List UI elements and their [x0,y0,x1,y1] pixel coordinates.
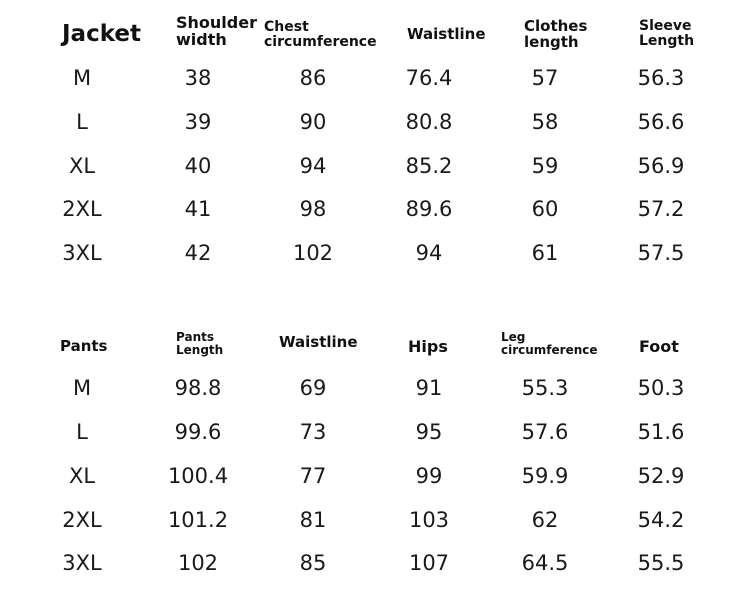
pants-header-length-line1: Pants [176,330,214,344]
jacket-header-shoulder-line1: Shoulder [176,13,257,32]
pants-cell-waist: 73 [299,420,327,444]
jacket-cell-waist: 76.4 [405,66,453,90]
pants-cell-foot: 54.2 [637,508,685,532]
pants-row-size: 3XL [62,551,102,575]
jacket-cell-waist: 94 [415,241,443,265]
jacket-cell-length: 59 [531,154,559,178]
pants-cell-length: 101.2 [167,508,229,532]
pants-header-leg-circumference [501,331,598,356]
pants-cell-hips: 91 [415,376,443,400]
jacket-header-sleeve-line1: Sleeve [639,18,692,34]
jacket-cell-waist: 89.6 [405,197,453,221]
pants-header-leg-line1: Leg [501,330,526,344]
jacket-cell-length: 60 [531,197,559,221]
jacket-title: Jacket [62,21,141,47]
jacket-row-size: L [76,110,88,134]
pants-row-size: 2XL [62,508,102,532]
jacket-cell-shoulder: 40 [184,154,212,178]
jacket-cell-shoulder: 38 [184,66,212,90]
pants-header-leg-line2: circumference [501,342,598,357]
pants-header-pants-length [176,331,223,356]
jacket-cell-length: 61 [531,241,559,265]
jacket-cell-length: 58 [531,110,559,134]
pants-cell-length: 99.6 [174,420,222,444]
pants-header-length-line2: Length [176,342,224,357]
jacket-header-sleeve-length [639,19,694,48]
pants-header-foot: Foot [639,337,679,356]
jacket-header-shoulder-line2: width [176,29,227,49]
jacket-header-sleeve-line2: Length [639,32,695,49]
jacket-header-clothes-line2: length [524,32,579,51]
jacket-cell-chest: 90 [299,110,327,134]
pants-cell-leg: 64.5 [521,551,569,575]
pants-header-hips: Hips [408,337,448,356]
jacket-header-chest-circumference [264,20,377,49]
pants-row-size: L [76,420,88,444]
pants-cell-leg: 59.9 [521,464,569,488]
jacket-header-shoulder-width [176,15,257,49]
jacket-cell-sleeve: 57.2 [637,197,685,221]
pants-cell-length: 100.4 [167,464,229,488]
pants-cell-leg: 62 [531,508,559,532]
jacket-cell-shoulder: 41 [184,197,212,221]
pants-cell-waist: 69 [299,376,327,400]
jacket-header-waistline: Waistline [407,25,486,43]
jacket-cell-chest: 86 [299,66,327,90]
jacket-cell-sleeve: 56.3 [637,66,685,90]
pants-cell-length: 102 [177,551,219,575]
jacket-cell-shoulder: 39 [184,110,212,134]
jacket-cell-sleeve: 56.9 [637,154,685,178]
jacket-row-size: XL [68,154,96,178]
pants-cell-foot: 55.5 [637,551,685,575]
pants-cell-leg: 55.3 [521,376,569,400]
pants-cell-foot: 51.6 [637,420,685,444]
jacket-row-size: 3XL [62,241,102,265]
jacket-header-clothes-length [524,19,587,51]
pants-cell-foot: 52.9 [637,464,685,488]
jacket-cell-chest: 98 [299,197,327,221]
pants-cell-hips: 107 [408,551,450,575]
jacket-header-chest-line2: circumference [264,33,377,50]
jacket-cell-shoulder: 42 [184,241,212,265]
jacket-cell-length: 57 [531,66,559,90]
jacket-row-size: 2XL [62,197,102,221]
pants-cell-waist: 85 [299,551,327,575]
pants-row-size: XL [68,464,96,488]
pants-cell-hips: 103 [408,508,450,532]
pants-cell-waist: 81 [299,508,327,532]
pants-cell-waist: 77 [299,464,327,488]
jacket-row-size: M [72,66,92,90]
pants-cell-foot: 50.3 [637,376,685,400]
jacket-cell-sleeve: 57.5 [637,241,685,265]
jacket-cell-chest: 102 [292,241,334,265]
pants-row-size: M [72,376,92,400]
jacket-cell-chest: 94 [299,154,327,178]
pants-header-waistline: Waistline [279,333,358,351]
pants-cell-length: 98.8 [174,376,222,400]
jacket-cell-waist: 85.2 [405,154,453,178]
pants-cell-leg: 57.6 [521,420,569,444]
pants-title: Pants [60,337,108,355]
jacket-cell-sleeve: 56.6 [637,110,685,134]
jacket-header-clothes-line1: Clothes [524,17,588,35]
pants-cell-hips: 95 [415,420,443,444]
jacket-cell-waist: 80.8 [405,110,453,134]
jacket-header-chest-line1: Chest [264,19,309,35]
pants-cell-hips: 99 [415,464,443,488]
